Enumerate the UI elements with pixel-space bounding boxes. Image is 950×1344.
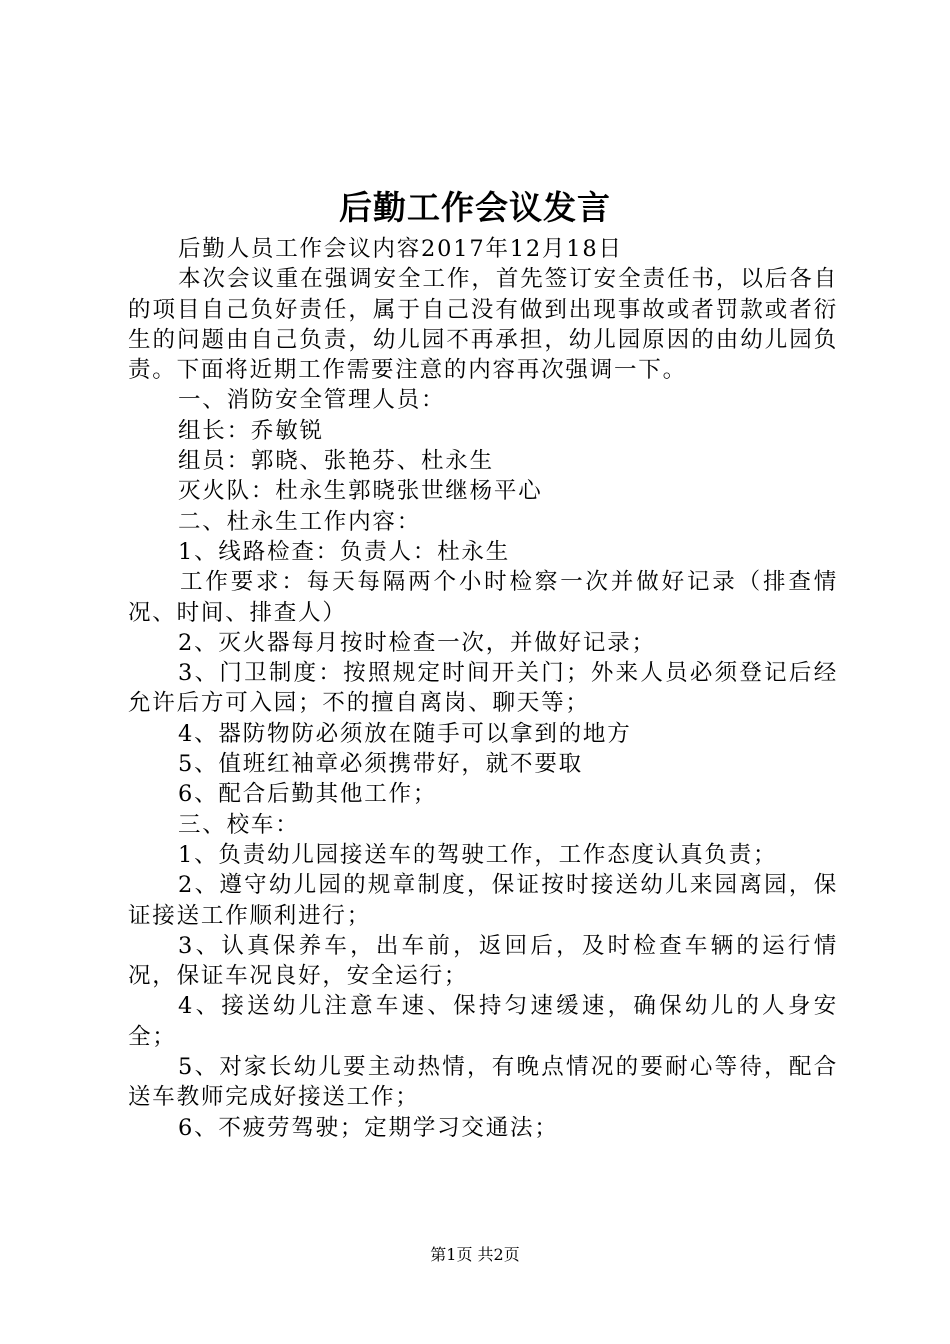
paragraph-section-2-heading: 二、杜永生工作内容： (178, 508, 422, 535)
paragraph-item-2-2: 2、灭火器每月按时检查一次，并做好记录； (178, 629, 656, 656)
paragraph-team-members: 组员：郭晓、张艳芬、杜永生 (178, 448, 494, 475)
paragraph-fire-team: 灭火队：杜永生郭晓张世继杨平心 (178, 478, 543, 505)
paragraph-section-1-heading: 一、消防安全管理人员： (178, 387, 446, 414)
paragraph-item-2-3: 3、门卫制度：按照规定时间开关门；外来人员必须登记后经允许后方可入园；不的擅自离岗、聊天等； (128, 660, 838, 717)
paragraph-item-2-6: 6、配合后勤其他工作； (178, 781, 438, 808)
paragraph-item-2-1: 1、线路检查：负责人：杜永生 (178, 538, 511, 565)
paragraph-intro: 本次会议重在强调安全工作，首先签订安全责任书，以后各自的项目自己负好责任，属于自己没有做到出现事故或者罚款或者衍生的问题由自己负责，幼儿园不再承担，幼儿园原因的由幼儿园负责。下面将近期工作需要注意的内容再次强调一下。 (128, 266, 838, 384)
page-number-footer: 第1页 共2页 (430, 1245, 520, 1264)
paragraph-item-3-4: 4、接送幼儿注意车速、保持匀速缓速，确保幼儿的人身安全； (128, 993, 838, 1050)
paragraph-item-2-5: 5、值班红袖章必须携带好，就不要取 (178, 751, 583, 778)
paragraph-work-requirements: 工作要求：每天每隔两个小时检察一次并做好记录（排查情况、时间、排查人） (128, 569, 838, 626)
paragraph-team-leader: 组长：乔敏锐 (178, 417, 324, 444)
paragraph-meeting-date: 后勤人员工作会议内容2017年12月18日 (178, 236, 623, 262)
paragraph-item-3-5: 5、对家长幼儿要主动热情，有晚点情况的要耐心等待，配合送车教师完成好接送工作； (128, 1054, 838, 1111)
paragraph-item-3-6: 6、不疲劳驾驶；定期学习交通法； (178, 1114, 559, 1141)
paragraph-item-3-3: 3、认真保养车，出车前，返回后，及时检查车辆的运行情况，保证车况良好，安全运行； (128, 932, 838, 990)
document-title: 后勤工作会议发言 (339, 188, 611, 227)
document-body (128, 234, 838, 1143)
paragraph-section-3-heading: 三、校车： (178, 811, 300, 838)
paragraph-item-3-2: 2、遵守幼儿园的规章制度，保证按时接送幼儿来园离园，保证接送工作顺利进行； (128, 872, 838, 929)
paragraph-item-2-4: 4、器防物防必须放在随手可以拿到的地方 (178, 720, 632, 747)
paragraph-item-3-1: 1、负责幼儿园接送车的驾驶工作，工作态度认真负责； (178, 841, 778, 868)
